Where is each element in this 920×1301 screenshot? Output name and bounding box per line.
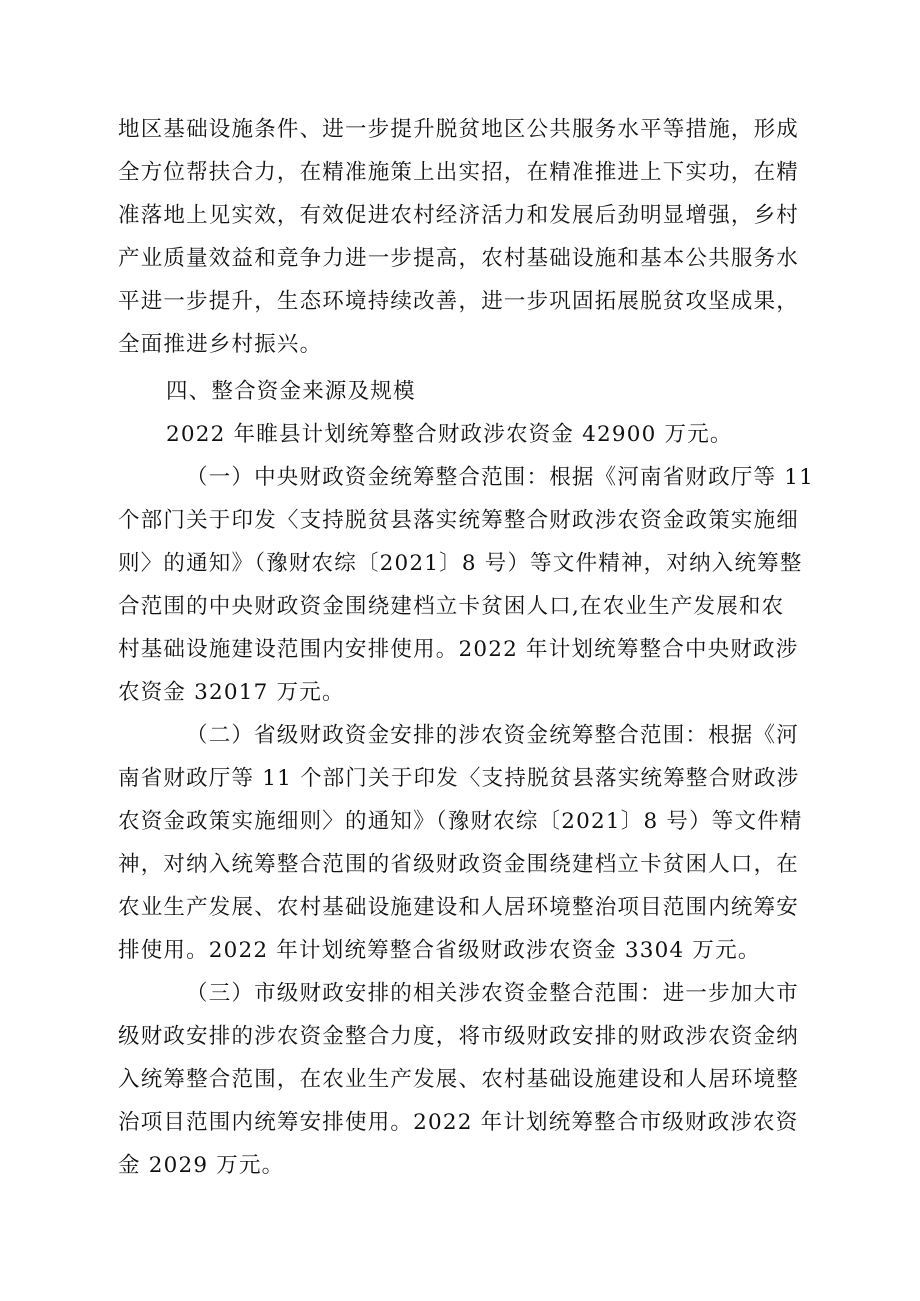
text-line: 个部门关于印发〈支持脱贫县落实统筹整合财政涉农资金政策实施细 xyxy=(118,508,800,533)
paragraph-continuation xyxy=(118,108,818,366)
text-line: 治项目范围内统筹安排使用。2022 年计划统筹整合市级财政涉农资 xyxy=(118,1110,799,1135)
paragraph-total xyxy=(118,413,818,456)
text-line: 产业质量效益和竞争力进一步提高，农村基础设施和基本公共服务水 xyxy=(118,246,800,271)
paragraph-central-funds xyxy=(118,456,818,714)
text-line: 级财政安排的涉农资金整合力度，将市级财政安排的财政涉农资金纳 xyxy=(118,1024,800,1049)
heading-text: 四、整合资金来源及规模 xyxy=(166,379,416,404)
text-line: 排使用。2022 年计划统筹整合省级财政涉农资金 3304 万元。 xyxy=(118,938,761,963)
text-line: 神，对纳入统筹整合范围的省级财政资金围绕建档立卡贫困人口，在 xyxy=(118,852,800,877)
text-line: 全面推进乡村振兴。 xyxy=(118,332,323,357)
text-line: 2022 年睢县计划统筹整合财政涉农资金 42900 万元。 xyxy=(166,422,733,447)
text-line: （一）中央财政资金统筹整合范围：根据《河南省财政厅等 11 xyxy=(186,465,814,490)
paragraph-municipal-funds xyxy=(118,972,818,1187)
text-line: 合范围的中央财政资金围绕建档立卡贫困人口,在农业生产发展和农 xyxy=(118,594,785,619)
text-line: 村基础设施建设范围内安排使用。2022 年计划统筹整合中央财政涉 xyxy=(118,637,799,662)
text-line: 农资金 32017 万元。 xyxy=(118,680,345,705)
text-line: 金 2029 万元。 xyxy=(118,1153,285,1178)
text-line: 准落地上见实效，有效促进农村经济活力和发展后劲明显增强，乡村 xyxy=(118,203,800,228)
text-line: 农资金政策实施细则〉的通知》（豫财农综〔2021〕8 号）等文件精 xyxy=(118,809,803,834)
text-line: 全方位帮扶合力，在精准施策上出实招，在精准推进上下实功，在精 xyxy=(118,160,800,185)
text-line: （二）省级财政资金安排的涉农资金统筹整合范围：根据《河 xyxy=(186,723,799,748)
text-line: 农业生产发展、农村基础设施建设和人居环境整治项目范围内统筹安 xyxy=(118,895,800,920)
text-line: 平进一步提升，生态环境持续改善，进一步巩固拓展脱贫攻坚成果， xyxy=(118,289,800,314)
text-line: 南省财政厅等 11 个部门关于印发〈支持脱贫县落实统筹整合财政涉 xyxy=(118,766,800,791)
text-line: 则〉的通知》（豫财农综〔2021〕8 号）等文件精神，对纳入统筹整 xyxy=(118,551,803,576)
paragraph-provincial-funds xyxy=(118,714,818,972)
text-line: 地区基础设施条件、进一步提升脱贫地区公共服务水平等措施，形成 xyxy=(118,117,800,142)
text-line: 入统筹整合范围，在农业生产发展、农村基础设施建设和人居环境整 xyxy=(118,1067,800,1092)
text-line: （三）市级财政安排的相关涉农资金整合范围：进一步加大市 xyxy=(186,981,799,1006)
section-heading xyxy=(118,370,818,413)
